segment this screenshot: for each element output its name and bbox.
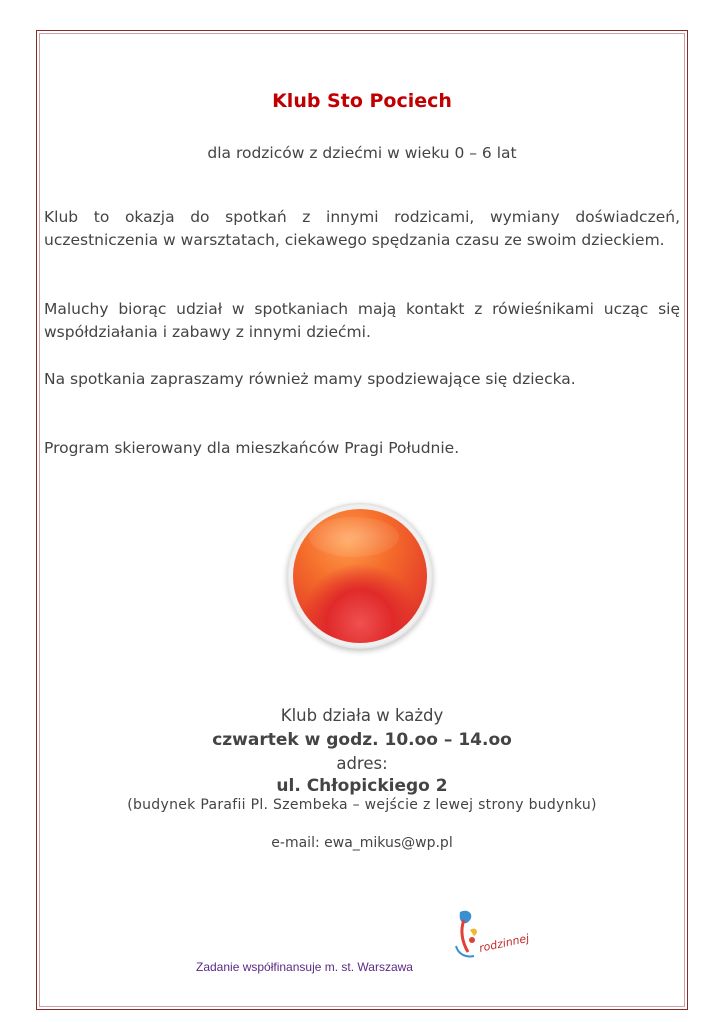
schedule-intro: Klub działa w każdy [280,706,444,725]
red-ball-image [287,503,433,649]
address-note: (budynek Parafii Pl. Szembeka – wejście z lewej strony budynku) [127,797,597,813]
contact-email[interactable]: e-mail: ewa_mikus@wp.pl [271,835,453,851]
paragraph-intro: Klub to okazja do spotkań z innymi rodzicami, wymiany doświadczeń, uczestniczenia w warsztatach, ciekawego spędzania czasu ze swoim dzieckiem. [44,208,680,249]
paragraph-program: Program skierowany dla mieszkańców Pragi Południe. [44,439,460,457]
page-subtitle: dla rodziców z dziećmi w wieku 0 – 6 lat [207,144,517,162]
address-label: adres: [336,754,388,773]
page-title: Klub Sto Pociech [272,90,452,112]
family-program-logo [450,906,532,962]
red-ball-highlight [309,517,399,557]
paragraph-children: Maluchy biorąc udział w spotkaniach mają kontakt z rówieśnikami ucząc się współdziałania i zabawy z innymi dziećmi. [44,300,680,341]
address: ul. Chłopickiego 2 [276,776,448,796]
logo-text: rodzinnej [477,931,531,955]
paragraph-expecting-mothers: Na spotkania zapraszamy również mamy spodziewające się dziecka. [44,370,576,388]
schedule-time: czwartek w godz. 10.oo – 14.oo [212,730,512,750]
funding-note: Zadanie współfinansuje m. st. Warszawa [196,960,413,974]
